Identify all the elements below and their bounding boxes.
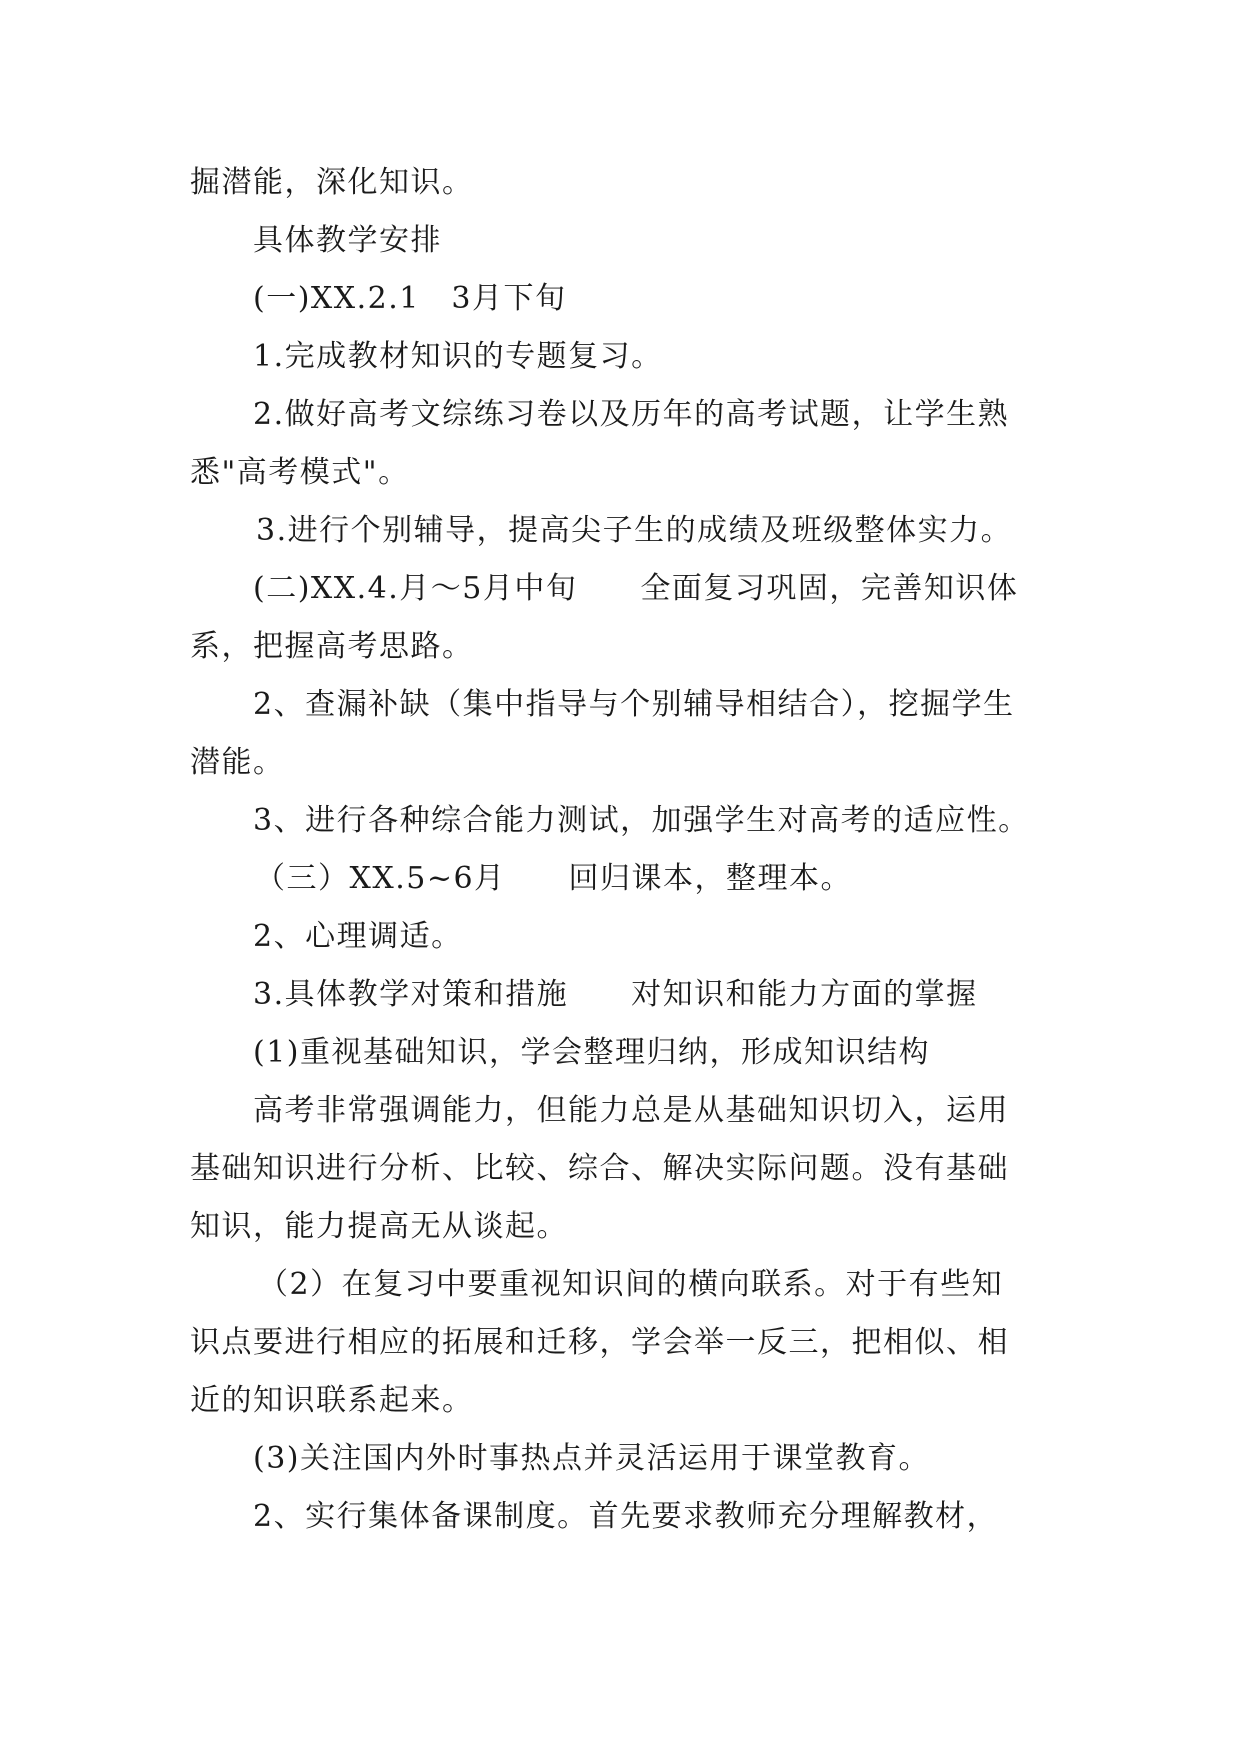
text-line: 基础知识进行分析、比较、综合、解决实际问题。没有基础 [190, 1151, 1009, 1186]
text-line: 潜能。 [190, 745, 285, 780]
text-line: 2、查漏补缺（集中指导与个别辅导相结合），挖掘学生 [253, 687, 1015, 722]
text-line: 2、心理调适。 [253, 919, 463, 954]
text-line: 识点要进行相应的拓展和迁移，学会举一反三，把相似、相 [190, 1325, 1009, 1360]
subsection-heading: （三）XX.5~6月 回归课本，整理本。 [255, 861, 853, 896]
text-line: 3、进行各种综合能力测试，加强学生对高考的适应性。 [253, 803, 1030, 838]
text-line: 高考非常强调能力，但能力总是从基础知识切入，运用 [253, 1093, 1009, 1128]
text-line: 悉"高考模式"。 [190, 455, 410, 490]
text-line: 掘潜能，深化知识。 [190, 165, 474, 200]
text-line: (3)关注国内外时事热点并灵活运用于课堂教育。 [253, 1441, 930, 1476]
text-line: 系，把握高考思路。 [190, 629, 474, 664]
text-line: 知识，能力提高无从谈起。 [190, 1209, 568, 1244]
text-line: 3.具体教学对策和措施 对知识和能力方面的掌握 [253, 977, 978, 1012]
text-line: 2.做好高考文综练习卷以及历年的高考试题，让学生熟 [253, 397, 1010, 432]
text-line: 2、实行集体备课制度。首先要求教师充分理解教材， [253, 1499, 999, 1534]
subsection-heading: (一)XX.2.1 3月下旬 [253, 281, 567, 316]
text-line: 3.进行个别辅导，提高尖子生的成绩及班级整体实力。 [256, 513, 1013, 548]
text-line: (1)重视基础知识，学会整理归纳，形成知识结构 [253, 1035, 930, 1070]
subsection-heading: (二)XX.4.月～5月中旬 全面复习巩固，完善知识体 [253, 571, 1019, 606]
text-line: 近的知识联系起来。 [190, 1383, 474, 1418]
section-heading: 具体教学安排 [253, 223, 442, 258]
text-line: 1.完成教材知识的专题复习。 [253, 339, 663, 374]
text-line: （2）在复习中要重视知识间的横向联系。对于有些知 [258, 1267, 1004, 1302]
